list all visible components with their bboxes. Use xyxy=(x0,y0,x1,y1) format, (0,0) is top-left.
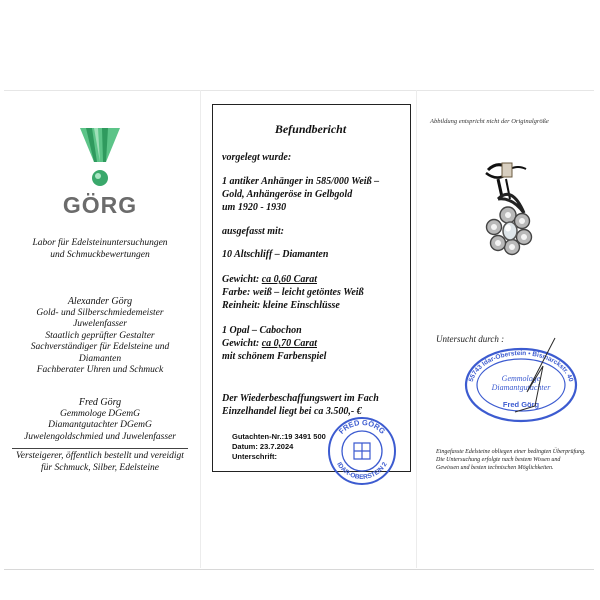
oval-stamp-ring: 55743 Idar-Oberstein • Bismarckstr. 40 xyxy=(467,349,575,383)
set-with-label: ausgefasst mit: xyxy=(222,226,284,237)
examined-by-label: Untersucht durch : xyxy=(436,334,505,344)
pendant-photo xyxy=(448,155,568,295)
item-line-3: um 1920 - 1930 xyxy=(222,202,287,213)
report-number: Gutachten-Nr.:19 3491 500 xyxy=(232,432,326,441)
person-name: Alexander Görg xyxy=(67,296,133,307)
clarity-line: Reinheit: kleine Einschlüsse xyxy=(222,300,340,311)
weight-label: Gewicht: xyxy=(222,338,262,349)
play-of-color-line: mit schönem Farbenspiel xyxy=(222,351,327,362)
person-title: Sachverständiger für Edelsteine und Diamanten xyxy=(30,342,170,364)
person-title: Gemmologe DGemG xyxy=(60,408,140,419)
lab-line: Labor für Edelsteinuntersuchungen xyxy=(32,238,168,248)
color-line: Farbe: weiß – leicht getöntes Weiß xyxy=(222,287,364,298)
report-title: Befundbericht xyxy=(274,122,347,136)
oval-stamp-bottom: Fred Görg xyxy=(502,400,540,409)
opal-line: 1 Opal – Cabochon xyxy=(222,325,302,336)
divider xyxy=(12,448,188,449)
diamonds-line: 10 Altschliff – Diamanten xyxy=(222,249,329,260)
person-title: Staatlich geprüfter Gestalter xyxy=(45,330,155,341)
round-stamp xyxy=(326,415,398,487)
note-line: Eingefasste Edelsteine obliegen einer bedingten Überprüfung. xyxy=(436,449,586,455)
person-title: Fachberater Uhren und Schmuck xyxy=(36,365,164,375)
fold-line-left xyxy=(200,90,201,568)
svg-text:FRED GÖRG xyxy=(337,418,387,436)
person-alexander xyxy=(10,296,190,377)
footer-line: für Schmuck, Silber, Edelsteine xyxy=(41,462,159,473)
auctioneer-note xyxy=(10,451,190,474)
note-line: Die Untersuchung erfolgte nach bestem Wissen und xyxy=(436,457,561,463)
lab-line: und Schmuckbewertungen xyxy=(50,249,150,260)
oval-stamp-center-2: Diamantgutachter xyxy=(491,383,551,392)
brand-name: GÖRG xyxy=(62,192,138,218)
lab-description xyxy=(10,238,190,261)
green-gem-exclamation-icon xyxy=(72,128,128,190)
stamp-emblem xyxy=(354,443,370,459)
weight-value: ca 0,60 Carat xyxy=(261,274,317,285)
value-line-1: Der Wiederbeschaffungswert im Fach xyxy=(222,393,379,404)
person-title: Juwelenfasser xyxy=(73,319,127,329)
fold-line-right xyxy=(416,90,417,568)
person-title: Diamantgutachter DGemG xyxy=(48,420,152,430)
examination-note xyxy=(436,448,596,472)
weight-value: ca 0,70 Carat xyxy=(261,338,317,349)
presented-label: vorgelegt wurde: xyxy=(222,152,292,163)
person-title: Juwelengoldschmied und Juwelenfasser xyxy=(24,431,176,442)
person-title: Gold- und Silberschmiedemeister xyxy=(36,307,164,318)
image-caption: Abbildung entspricht nicht der Originalgröße xyxy=(430,118,549,125)
item-line-2: Gold, Anhängeröse in Gelbgold xyxy=(222,189,353,200)
weight-diamonds xyxy=(222,274,317,286)
signature-label: Unterschrift: xyxy=(232,452,278,461)
oval-stamp-center-1: Gemmologe xyxy=(501,374,541,383)
stamp-bottom-text: IDAR-OBERSTEIN 2 xyxy=(335,461,389,482)
value-line-2: Einzelhandel liegt bei ca 3.500,- € xyxy=(222,406,362,417)
person-name: Fred Görg xyxy=(78,397,122,408)
signature-scribble xyxy=(502,336,565,416)
report-date: Datum: 23.7.2024 xyxy=(232,442,294,451)
weight-label: Gewicht: xyxy=(222,274,262,285)
stamp-top-text: FRED GÖRG xyxy=(336,417,388,436)
item-line-1: 1 antiker Anhänger in 585/000 Weiß – xyxy=(222,176,380,187)
weight-opal xyxy=(222,338,317,350)
note-line: Gewissen und besten technischen Möglichkeiten. xyxy=(436,465,554,471)
person-fred xyxy=(10,397,190,443)
footer-line: Versteigerer, öffentlich bestellt und vereidigt xyxy=(16,451,184,461)
